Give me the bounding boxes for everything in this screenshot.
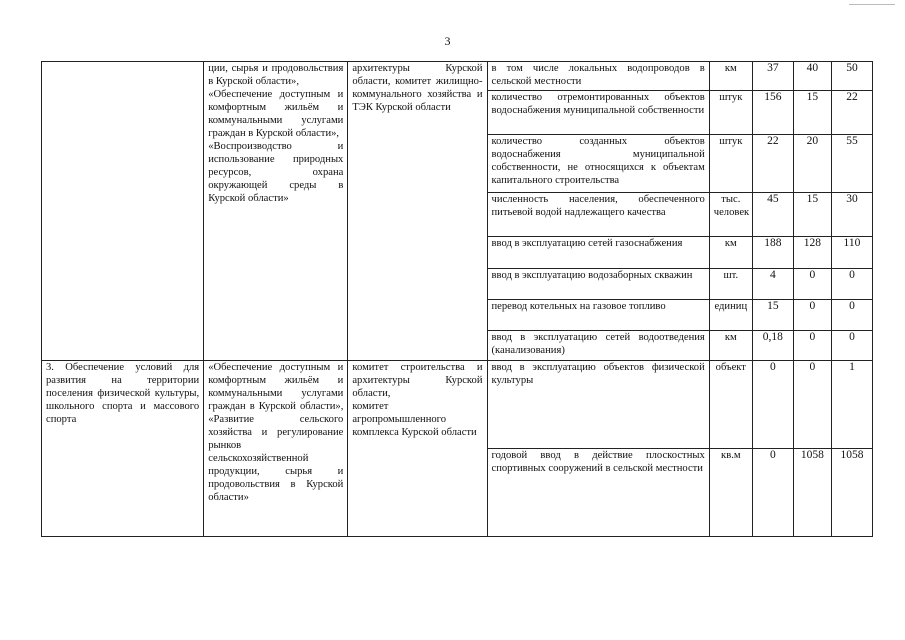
table-row	[42, 361, 873, 449]
value-cell: 1058	[831, 449, 872, 537]
value-cell: 0	[831, 300, 872, 331]
value-cell: 0	[793, 361, 831, 449]
unit-cell: км	[709, 331, 752, 361]
indicator-cell: годовой ввод в действие плоскостных спортивных сооружений в сельской местности	[487, 449, 709, 537]
value-cell: 4	[752, 269, 793, 300]
unit-cell: штук	[709, 135, 752, 193]
indicator-cell: численность населения, обеспеченного питьевой водой надлежащего качества	[487, 193, 709, 237]
value-cell: 0	[793, 331, 831, 361]
value-cell: 0	[793, 300, 831, 331]
executor-cell: архитектуры Курской области, комитет жилищно-коммунального хозяйства и ТЭК Курской области	[348, 62, 487, 361]
value-cell: 1	[831, 361, 872, 449]
executor-cell: комитет строительства и архитектуры Курской области, комитет агропромышленного комплекса Курской области	[348, 361, 487, 537]
value-cell: 22	[752, 135, 793, 193]
indicator-cell: ввод в эксплуатацию водозаборных скважин	[487, 269, 709, 300]
value-cell: 15	[793, 193, 831, 237]
value-cell: 188	[752, 237, 793, 269]
indicator-cell: количество созданных объектов водоснабжения муниципальной собственности, не относящихся к объектам капитального строительства	[487, 135, 709, 193]
indicator-cell: количество отремонтированных объектов водоснабжения муниципальной собственности	[487, 91, 709, 135]
unit-cell: тыс. человек	[709, 193, 752, 237]
value-cell: 0	[831, 269, 872, 300]
corner-mark	[849, 4, 895, 5]
value-cell: 0,18	[752, 331, 793, 361]
program-indicators-table	[41, 61, 873, 537]
program-cell: ции, сырья и продовольствия в Курской области», «Обеспечение доступным и комфортным жильём и коммунальными услугами граждан в Курской области», «Воспроизводство и использование природных ресурсов, охрана окружающей среды в Курской области»	[204, 62, 348, 361]
value-cell: 20	[793, 135, 831, 193]
page-number: 3	[444, 34, 451, 48]
indicator-cell: ввод в эксплуатацию сетей газоснабжения	[487, 237, 709, 269]
value-cell: 37	[752, 62, 793, 91]
value-cell: 30	[831, 193, 872, 237]
task-cell: 3. Обеспечение условий для развития на территории поселения физической культуры, школьного спорта и массового спорта	[42, 361, 204, 537]
unit-cell: штук	[709, 91, 752, 135]
value-cell: 15	[752, 300, 793, 331]
unit-cell: кв.м	[709, 449, 752, 537]
value-cell: 0	[831, 331, 872, 361]
unit-cell: единиц	[709, 300, 752, 331]
value-cell: 0	[752, 449, 793, 537]
program-cell: «Обеспечение доступным и комфортным жильём и коммунальными услугами граждан в Курской области», «Развитие сельского хозяйства и регулирование рынков сельскохозяйственной продукции, сырья и продовольствия в Курской области»	[204, 361, 348, 537]
value-cell: 110	[831, 237, 872, 269]
value-cell: 1058	[793, 449, 831, 537]
value-cell: 156	[752, 91, 793, 135]
value-cell: 45	[752, 193, 793, 237]
unit-cell: км	[709, 62, 752, 91]
unit-cell: шт.	[709, 269, 752, 300]
unit-cell: км	[709, 237, 752, 269]
value-cell: 0	[793, 269, 831, 300]
value-cell: 15	[793, 91, 831, 135]
value-cell: 50	[831, 62, 872, 91]
value-cell: 40	[793, 62, 831, 91]
value-cell: 22	[831, 91, 872, 135]
indicator-cell: перевод котельных на газовое топливо	[487, 300, 709, 331]
value-cell: 55	[831, 135, 872, 193]
task-cell	[42, 62, 204, 361]
unit-cell: объект	[709, 361, 752, 449]
table-row	[42, 62, 873, 91]
indicator-cell: ввод в эксплуатацию объектов физической культуры	[487, 361, 709, 449]
indicator-cell: ввод в эксплуатацию сетей водоотведения (канализования)	[487, 331, 709, 361]
indicator-cell: в том числе локальных водопроводов в сельской местности	[487, 62, 709, 91]
value-cell: 128	[793, 237, 831, 269]
value-cell: 0	[752, 361, 793, 449]
